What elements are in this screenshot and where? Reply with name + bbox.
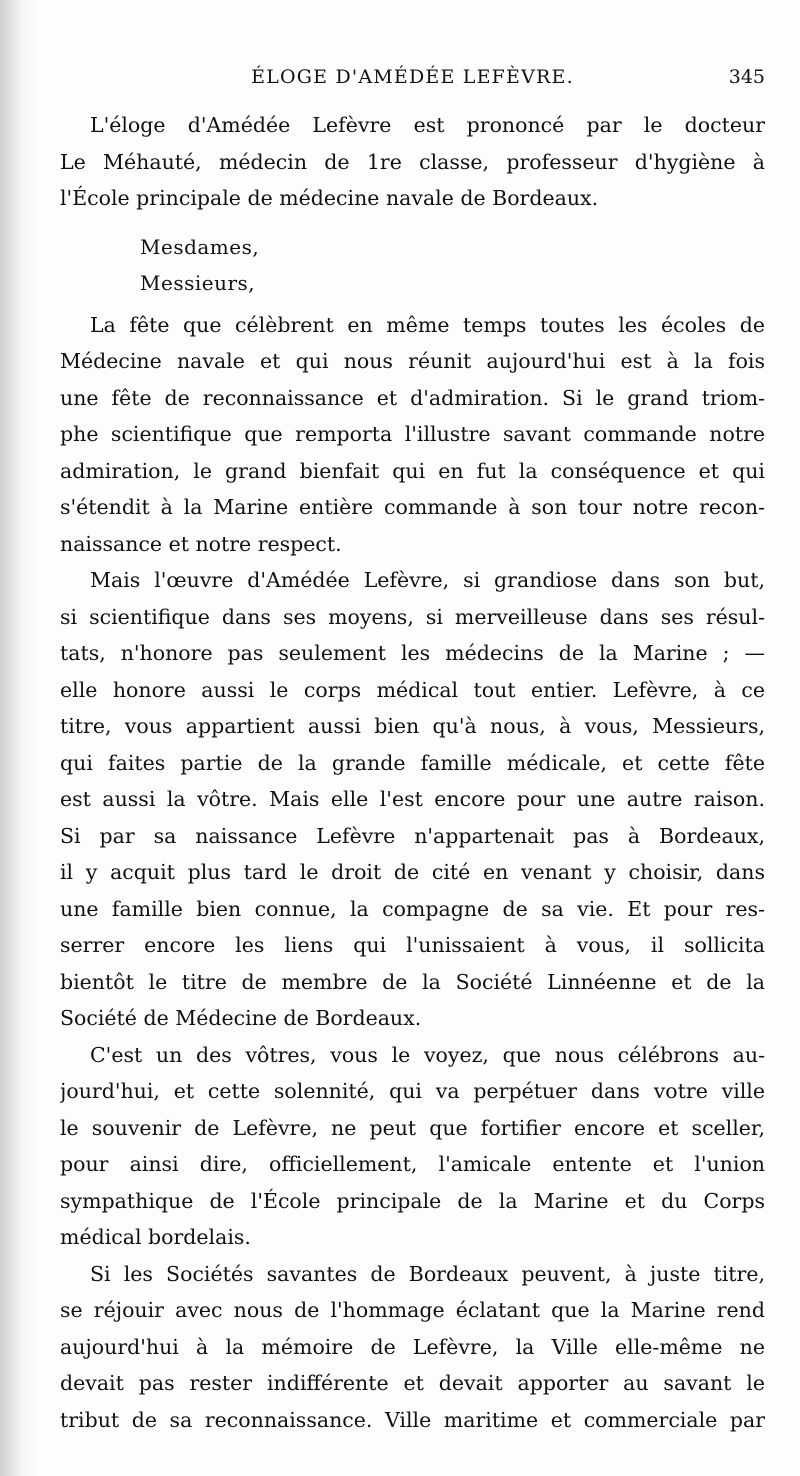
- text-line: une famille bien connue, la compagne de sa vie. Et pour res-: [60, 896, 765, 921]
- paragraph: [60, 562, 765, 1037]
- text-line: aujourd'hui à la mémoire de Lefèvre, la Ville elle-même ne: [60, 1334, 765, 1359]
- text-line: l'École principale de médecine navale de Bordeaux.: [60, 186, 599, 210]
- text-line: une fête de reconnaissance et d'admiration. Si le grand triom-: [60, 385, 765, 410]
- body-text: [60, 107, 765, 1438]
- salutation: [60, 229, 765, 301]
- text-line: elle honore aussi le corps médical tout entier. Lefèvre, à ce: [60, 677, 765, 702]
- text-line: tats, n'honore pas seulement les médecins de la Marine ; —: [60, 641, 765, 665]
- text-line: si scientifique dans ses moyens, si merveilleuse dans ses résul-: [60, 604, 765, 629]
- paragraph: [60, 1256, 765, 1439]
- text-line: Si les Sociétés savantes de Bordeaux peuvent, à juste titre,: [90, 1261, 765, 1286]
- text-line: se réjouir avec nous de l'hommage éclatant que la Marine rend: [60, 1298, 765, 1322]
- text-line: le souvenir de Lefèvre, ne peut que fortifier encore et sceller,: [60, 1115, 765, 1140]
- paragraph: [60, 307, 765, 563]
- text-line: Si par sa naissance Lefèvre n'appartenait pas à Bordeaux,: [60, 823, 765, 848]
- text-line: est aussi la vôtre. Mais elle l'est encore pour une autre raison.: [60, 787, 765, 811]
- text-line: Mais l'œuvre d'Amédée Lefèvre, si grandiose dans son but,: [90, 568, 765, 592]
- text-line: devait pas rester indifférente et devait apporter au savant le: [60, 1371, 765, 1395]
- text-line: titre, vous appartient aussi bien qu'à nous, à vous, Messieurs,: [60, 714, 765, 738]
- text-line: pour ainsi dire, officiellement, l'amicale entente et l'union: [60, 1152, 765, 1176]
- text-line: s'étendit à la Marine entière commande à son tour notre recon-: [60, 495, 765, 519]
- text-line: La fête que célèbrent en même temps toutes les écoles de: [90, 312, 765, 337]
- text-line: tribut de sa reconnaissance. Ville maritime et commerciale par: [60, 1407, 765, 1432]
- page-header: [60, 66, 765, 96]
- intro-paragraph: [60, 107, 765, 217]
- text-line: L'éloge d'Amédée Lefèvre est prononcé par le docteur: [90, 113, 765, 137]
- text-line: qui faites partie de la grande famille médicale, et cette fête: [60, 750, 765, 775]
- salutation-line: Mesdames,: [140, 234, 260, 259]
- spacer: [60, 217, 765, 229]
- running-title: ÉLOGE D'AMÉDÉE LEFÈVRE.: [251, 66, 574, 88]
- page-number: 345: [728, 66, 765, 88]
- text-line: médical bordelais.: [60, 1225, 251, 1249]
- text-line: naissance et notre respect.: [60, 531, 342, 556]
- text-line: sympathique de l'École principale de la Marine et du Corps: [60, 1188, 765, 1213]
- text-line: serrer encore les liens qui l'unissaient à vous, il sollicita: [60, 933, 765, 957]
- text-line: il y acquit plus tard le droit de cité en venant y choisir, dans: [60, 860, 765, 884]
- text-line: Le Méhauté, médecin de 1re classe, professeur d'hygiène à: [60, 149, 765, 174]
- text-line: C'est un des vôtres, vous le voyez, que nous célébrons au-: [90, 1042, 765, 1067]
- salutation-line: Messieurs,: [140, 270, 256, 295]
- binding-shadow: [0, 0, 40, 1476]
- text-line: Médecine navale et qui nous réunit aujourd'hui est à la fois: [60, 349, 765, 373]
- text-line: admiration, le grand bienfait qui en fut la conséquence et qui: [60, 458, 765, 483]
- paragraph: [60, 1037, 765, 1256]
- text-line: phe scientifique que remporta l'illustre savant commande notre: [60, 422, 765, 446]
- text-line: bientôt le titre de membre de la Société Linnéenne et de la: [60, 969, 765, 994]
- text-line: Société de Médecine de Bordeaux.: [60, 1006, 422, 1030]
- text-line: jourd'hui, et cette solennité, qui va perpétuer dans votre ville: [60, 1079, 765, 1103]
